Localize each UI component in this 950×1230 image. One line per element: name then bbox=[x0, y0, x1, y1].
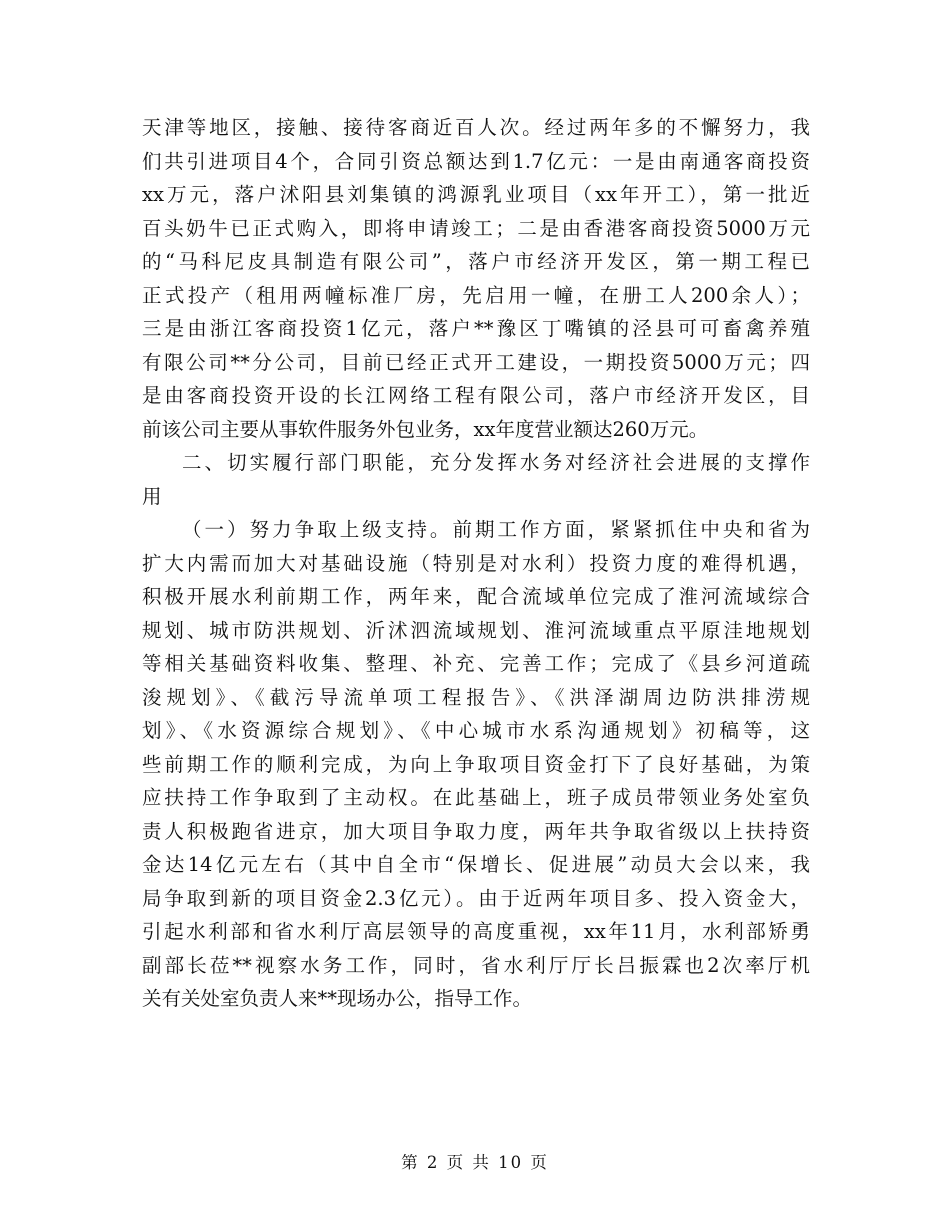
text-line: 关有关处室负责人来**现场办公，指导工作。 bbox=[142, 987, 533, 1010]
text-line: 的“马科尼皮具制造有限公司”，落户市经济开发区，第一期工程已 bbox=[142, 250, 810, 273]
text-line: 积极开展水利前期工作，两年来，配合流域单位完成了淮河流域综合 bbox=[142, 585, 810, 608]
text-line: 等相关基础资料收集、整理、补充、完善工作；完成了《县乡河道疏 bbox=[142, 652, 810, 675]
page-number-footer: 第 2 页 共 10 页 bbox=[401, 1153, 549, 1172]
text-line: 副部长莅**视察水务工作，同时，省水利厅厅长吕振霖也2次率厅机 bbox=[142, 953, 810, 977]
text-line: 规划、城市防洪规划、沂沭泗流域规划、淮河流域重点平原洼地规划 bbox=[142, 618, 810, 642]
text-line: （一）努力争取上级支持。前期工作方面，紧紧抓住中央和省为 bbox=[182, 518, 810, 541]
text-line: 百头奶牛已正式购入，即将申请竣工；二是由香港客商投资5000万元 bbox=[142, 216, 810, 240]
text-line: 局争取到新的项目资金2.3亿元）。由于近两年项目多、投入资金大， bbox=[142, 886, 810, 910]
text-line: 引起水利部和省水利厅高层领导的高度重视，xx年11月，水利部矫勇 bbox=[142, 920, 810, 943]
text-line: 有限公司**分公司，目前已经正式开工建设，一期投资5000万元；四 bbox=[142, 350, 810, 374]
text-line: 些前期工作的顺利完成，为向上争取项目资金打下了良好基础，为策 bbox=[142, 752, 810, 776]
text-line: 扩大内需而加大对基础设施（特别是对水利）投资力度的难得机遇， bbox=[142, 551, 810, 575]
text-line: 天津等地区，接触、接待客商近百人次。经过两年多的不懈努力，我 bbox=[142, 116, 810, 139]
text-line: 浚规划》、《截污导流单项工程报告》、《洪泽湖周边防洪排涝规 bbox=[142, 685, 810, 709]
text-line: 前该公司主要从事软件服务外包业务，xx年度营业额达260万元。 bbox=[142, 417, 709, 441]
section-heading-line: 用 bbox=[142, 484, 162, 508]
text-line: 们共引进项目4个，合同引资总额达到1.7亿元：一是由南通客商投资 bbox=[142, 149, 810, 173]
body-text bbox=[142, 111, 810, 1016]
text-line: 应扶持工作争取到了主动权。在此基础上，班子成员带领业务处室负 bbox=[142, 786, 810, 809]
text-line: 划》、《水资源综合规划》、《中心城市水系沟通规划》初稿等，这 bbox=[142, 719, 810, 742]
text-line: 正式投产（租用两幢标准厂房，先启用一幢，在册工人200余人）； bbox=[142, 283, 810, 307]
text-line: xx万元，落户沭阳县刘集镇的鸿源乳业项目（xx年开工），第一批近 bbox=[142, 183, 810, 206]
section-heading-line: 二、切实履行部门职能，充分发挥水务对经济社会进展的支撑作 bbox=[182, 451, 810, 474]
text-line: 三是由浙江客商投资1亿元，落户**豫区丁嘴镇的泾县可可畜禽养殖 bbox=[142, 317, 810, 340]
text-line: 金达14亿元左右（其中自全市“保增长、促进展”动员大会以来，我 bbox=[142, 853, 810, 876]
text-line: 责人积极跑省进京，加大项目争取力度，两年共争取省级以上扶持资 bbox=[142, 819, 810, 843]
text-line: 是由客商投资开设的长江网络工程有限公司，落户市经济开发区，目 bbox=[142, 384, 810, 407]
